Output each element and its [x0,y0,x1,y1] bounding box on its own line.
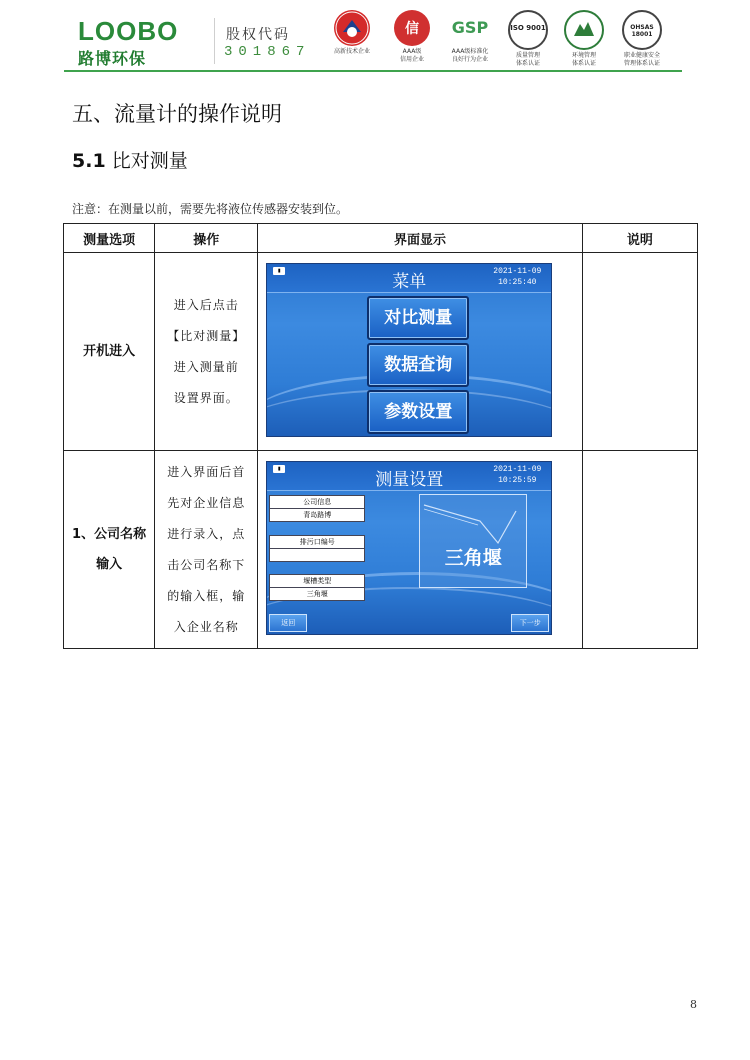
note-text: 注意：在测量以前，需要先将液位传感器安装到位。 [72,202,349,216]
section-title: 五、流量计的操作说明 [72,102,282,126]
screen-datetime: 2021-11-09 10:25:40 [493,267,542,287]
subsection-title [72,146,188,173]
page-number: 8 [690,998,697,1011]
next-button[interactable]: 下一步 [511,614,549,632]
screen-cell [258,451,583,649]
note-cell [582,451,697,649]
header-rule [64,70,682,72]
screen-cell [258,253,583,451]
operation-cell: 进入后点击 【比对测量】 进入测量前 设置界面。 [155,253,258,451]
table-header-row [64,224,698,253]
data-query-button[interactable]: 数据查询 [367,343,469,387]
table-row [64,451,698,649]
stock-label: 股权代码 [226,27,290,43]
stock-code: 301867 [224,44,311,60]
weir-preview-label: 三角堰 [444,547,502,569]
credit-enterprise-icon: 信 [394,10,430,46]
outlet-number-input[interactable] [269,548,365,562]
measure-settings-screen [266,461,552,635]
table-row [64,253,698,451]
header-operation: 操作 [155,224,258,253]
screen-datetime: 2021-11-09 10:25:59 [493,465,542,485]
ohsas18001-icon: OHSAS 18001 [622,10,662,50]
menu-screen [266,263,552,437]
header-divider [214,18,215,64]
cert-iso9001: ISO 9001 质量管理 体系认证 [500,10,556,68]
logo-chinese: 路博环保 [78,49,147,68]
operation-cell: 进入界面后首 先对企业信息 进行录入，点 击公司名称下 的输入框，输 入企业名称 [155,451,258,649]
option-cell: 1、公司名称 输入 [64,451,155,649]
operation-table [63,223,698,649]
subsection-number: 5.1 [72,150,106,172]
triangular-weir-icon [420,495,526,587]
weir-preview [419,494,527,588]
cert-gsp: GSP AAA级标准化 良好行为企业 [442,10,498,64]
header-screen: 界面显示 [258,224,583,253]
subsection-text: 比对测量 [111,150,188,172]
cert-ohsas18001: OHSAS 18001 职业健康安全 管理体系认证 [614,10,670,68]
outlet-number-label: 排污口编号 [269,535,365,549]
page-header [64,8,682,72]
company-logo [64,16,204,66]
gsp-icon: GSP [446,10,494,46]
environment-management-icon [564,10,604,50]
company-info-label: 公司信息 [269,495,365,509]
battery-icon: ▮ [273,465,285,473]
iso9001-icon: ISO 9001 [508,10,548,50]
option-cell: 开机进入 [64,253,155,451]
cert-high-tech: 高新技术企业 [324,10,380,56]
screen-title: 测量设置 [375,470,444,490]
cert-environment: 环境管理 体系认证 [556,10,612,68]
company-name-input[interactable]: 青岛路博 [269,508,365,522]
note-cell [582,253,697,451]
cert-credit: 信 AAA级 信用企业 [384,10,440,64]
screen-title: 菜单 [392,272,427,292]
header-note: 说明 [582,224,697,253]
compare-measure-button[interactable]: 对比测量 [367,296,469,340]
weir-type-label: 堰槽类型 [269,574,365,588]
weir-type-select[interactable]: 三角堰 [269,587,365,601]
header-option: 测量选项 [64,224,155,253]
back-button[interactable]: 返回 [269,614,307,632]
logo-latin: LOOBO [78,16,179,46]
high-tech-enterprise-icon [334,10,370,46]
battery-icon: ▮ [273,267,285,275]
parameter-settings-button[interactable]: 参数设置 [367,390,469,434]
